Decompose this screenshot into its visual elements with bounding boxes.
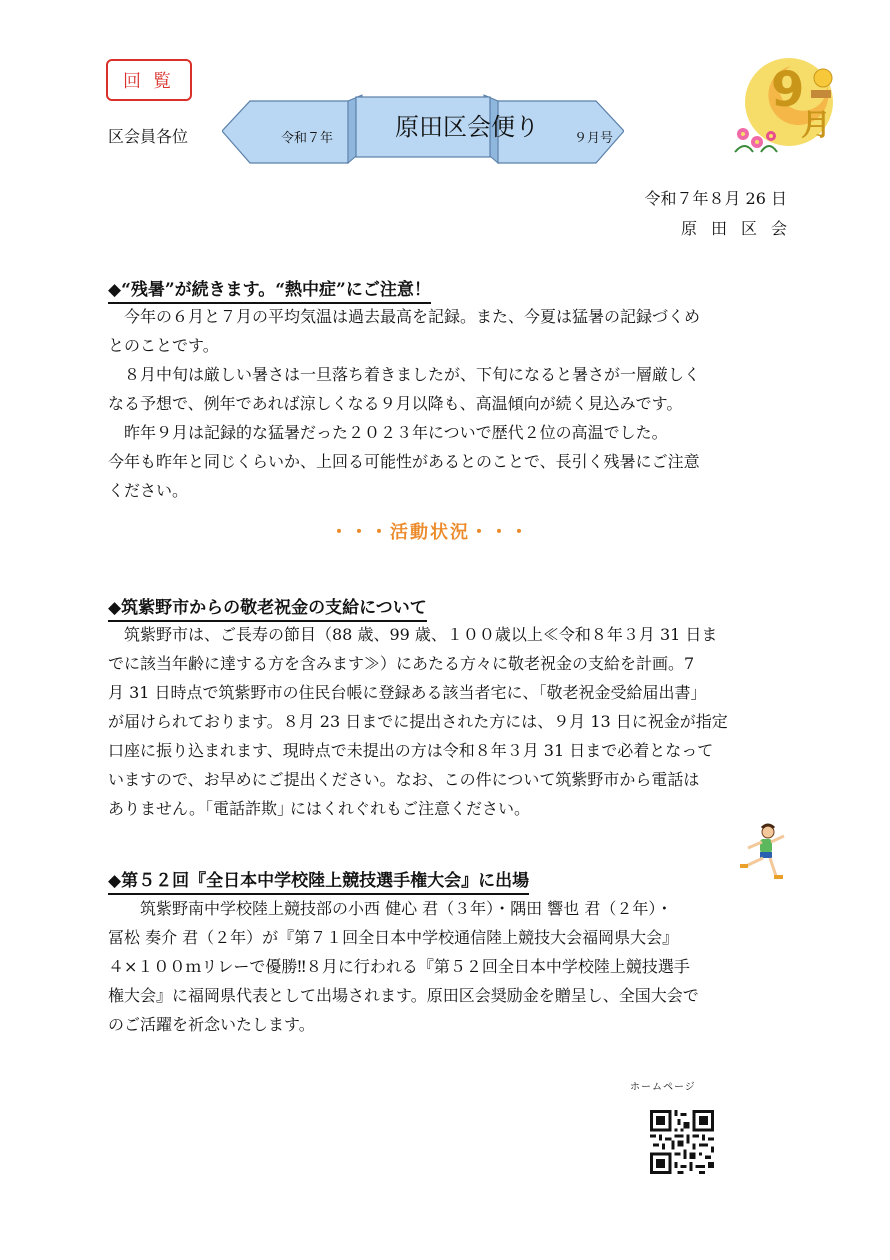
badge-month: 月 <box>801 108 831 143</box>
badge-number: 9 <box>771 62 805 118</box>
body-line: 口座に振り込まれます、現時点で未提出の方は令和８年３月 31 日まで必着となって <box>108 741 714 760</box>
section-body-athletics <box>108 894 780 1039</box>
body-line: でに該当年齢に達する方を含みます≫）にあたる方々に敬老祝金の支給を計画。7 <box>108 654 695 673</box>
issue-date: 令和７年８月 26 日 <box>644 189 787 208</box>
body-line: が届けられております。８月 23 日までに提出された方には、９月 13 日に祝金が指定 <box>108 712 728 731</box>
circulate-stamp: 回覧 <box>106 59 192 101</box>
runner-icon <box>732 822 792 882</box>
body-line: 今年の６月と７月の平均気温は過去最高を記録。また、今夏は猛暑の記録づくめ <box>108 307 701 326</box>
body-line: 権大会』に福岡県代表として出場されます。原田区会奨励金を贈呈し、全国大会で <box>108 986 699 1005</box>
september-badge <box>731 56 839 154</box>
section-body-heat <box>108 302 780 505</box>
issue-month: ９月号 <box>574 131 614 146</box>
newsletter-title: 原田区会便り <box>395 113 539 141</box>
body-line: ４×１００ｍリレーで優勝‼８月に行われる『第５２回全日本中学校陸上競技選手 <box>108 957 690 976</box>
era-year: 令和７年 <box>281 131 334 146</box>
body-line: ありません。｢電話詐欺｣ にはくれぐれもご注意ください。 <box>108 799 531 818</box>
body-line: ８月中旬は厳しい暑さは一旦落ち着きましたが、下旬になると暑さが一層厳しく <box>108 365 701 384</box>
section-heading-athletics: ◆第５２回『全日本中学校陸上競技選手権大会』に出場 <box>108 866 529 895</box>
activity-divider: ・・・活動状況・・・ <box>330 522 530 543</box>
body-line: 今年も昨年と同じくらいか、上回る可能性があるとのことで、長引く残暑にご注意 <box>108 452 700 471</box>
homepage-label: ホームページ <box>630 1082 696 1093</box>
body-line: ください。 <box>108 481 189 500</box>
body-line: 冨松 奏介 君（２年）が『第７１回全日本中学校通信陸上競技大会福岡県大会』 <box>108 928 679 947</box>
body-line: とのことです。 <box>108 336 219 355</box>
homepage-qr-code[interactable] <box>650 1110 714 1174</box>
section-heading-longevity: ◆筑紫野市からの敬老祝金の支給について <box>108 593 427 622</box>
body-line: 筑紫野南中学校陸上競技部の小西 健心 君（３年）・隅田 響也 君（２年）・ <box>108 899 673 918</box>
body-line: いますので、お早めにご提出ください。なお、この件について筑紫野市から電話は <box>108 770 700 789</box>
organization-name: 原田区会 <box>680 219 801 238</box>
body-line: 筑紫野市は、ご長寿の節目（88 歳、99 歳、１００歳以上≪令和８年３月 31 日ま <box>108 625 718 644</box>
body-line: のご活躍を祈念いたします。 <box>108 1015 315 1034</box>
recipients: 区会員各位 <box>108 127 189 146</box>
section-body-longevity <box>108 620 780 823</box>
body-line: なる予想で、例年であれば涼しくなる９月以降も、高温傾向が続く見込みです。 <box>108 394 683 413</box>
section-heading-heat: ◆“残暑”が続きます。“熱中症”にご注意！ <box>108 275 431 304</box>
body-line: 昨年９月は記録的な猛暑だった２０２３年についで歴代２位の高温でした。 <box>108 423 668 442</box>
body-line: 月 31 日時点で筑紫野市の住民台帳に登録ある該当者宅に、｢敬老祝金受給届出書｣ <box>108 683 699 702</box>
